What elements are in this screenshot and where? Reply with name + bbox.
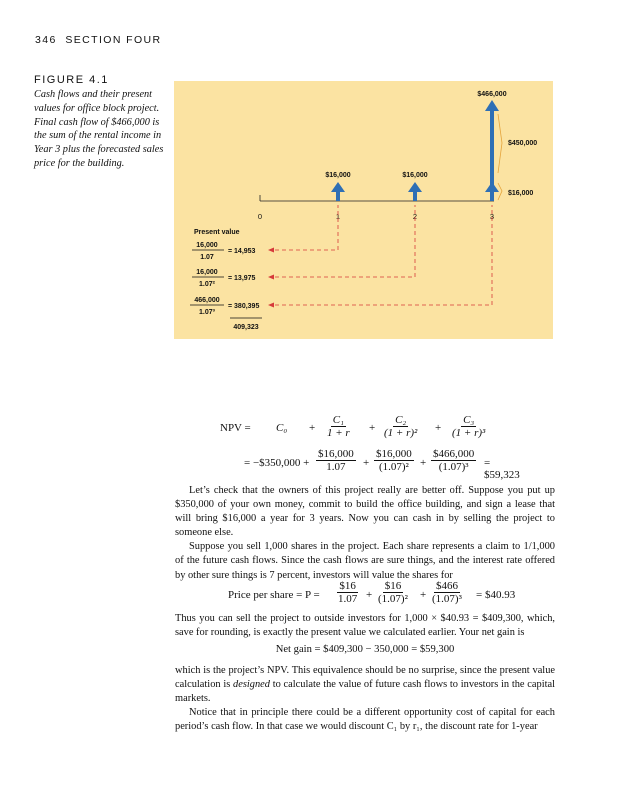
npv-equation-line-2: [208, 446, 528, 481]
pv-row-2-result: = 13,975: [228, 275, 256, 282]
section-title: SECTION FOUR: [65, 34, 162, 46]
paragraph-3-block: [175, 612, 555, 640]
paragraph-5: Notice that in principle there could be a different opportunity cost of capital for each period’s cash flow. In that case we would discount C₁ by r₁, the discount rate for 1-year: [175, 707, 555, 733]
paragraph-2: Suppose you sell 1,000 shares in the project. Each share represents a claim to 1/1,000 of the future cash flows. Since the cash flows are sure things, and the interest rate offered by other sure things is 7 percent, investors will value the shares for: [175, 541, 555, 581]
cash-flow-diagram: [174, 81, 553, 339]
npv-value-term-2-denominator: (1.07)²: [378, 461, 409, 473]
flow-label-year-2: $16,000: [402, 172, 428, 179]
cash-flow-figure: [174, 81, 553, 339]
npv-plus-2: +: [369, 422, 376, 434]
npv-eq-lead: = −$350,000 +: [244, 457, 310, 469]
paragraph-4-start: which is the project’s NPV. This equivalence should be no surprise, since the present value calculation is: [175, 665, 555, 691]
npv-plus-1: +: [309, 422, 316, 434]
npv-term-2: [382, 414, 419, 439]
price-term-2-numerator: $16: [384, 580, 402, 592]
present-value-title: Present value: [194, 229, 240, 236]
pv-row-1-dashed-line: [275, 205, 341, 250]
npv-result: = $59,323: [484, 457, 520, 481]
pv-row-3-denominator: 1.07³: [199, 309, 215, 316]
flow-label-year-3-sale: $450,000: [508, 140, 538, 147]
flow-label-year-3-rent: $16,000: [508, 190, 534, 197]
price-plus-2: +: [420, 589, 427, 601]
npv-term-2-numerator: C₂: [395, 414, 407, 426]
paragraph-4-emphasis: designed: [233, 679, 270, 691]
pv-row-1-result: = 14,953: [228, 248, 256, 255]
pv-row-3-dashed-line: [275, 205, 495, 305]
arrow-year-3-rent: [485, 182, 499, 192]
pv-row-2-denominator: 1.07²: [199, 281, 215, 288]
npv-value-term-3: [431, 448, 476, 473]
figure-label: FIGURE 4.1: [34, 74, 109, 86]
year-label-2: 2: [412, 212, 418, 221]
arrow-year-1: [331, 182, 345, 201]
flow-label-year-1: $16,000: [325, 172, 351, 179]
arrow-year-2: [408, 182, 422, 201]
page-number: 346: [35, 34, 57, 46]
pv-row-3-numerator: 466,000: [194, 297, 220, 304]
price-term-2: [376, 580, 410, 605]
npv-value-term-2-numerator: $16,000: [376, 448, 412, 460]
npv-value-term-1: [316, 448, 356, 473]
price-term-1: [336, 580, 359, 605]
price-term-2-denominator: (1.07)²: [378, 593, 408, 605]
body-paragraphs-bottom: [175, 664, 555, 734]
year-label-3: 3: [489, 212, 495, 221]
price-term-3: [430, 580, 464, 605]
net-gain-equation: Net gain = $409,300 − 350,000 = $59,300: [275, 644, 455, 655]
year-label-0: 0: [257, 212, 263, 221]
npv-term-3-denominator: (1 + r)³: [452, 427, 486, 439]
price-term-3-denominator: (1.07)³: [432, 593, 462, 605]
pv-row-1-arrowhead: [268, 248, 274, 253]
pv-row-2-numerator: 16,000: [196, 269, 218, 276]
npv-term-2-denominator: (1 + r)²: [384, 427, 418, 439]
pv-row-2-dashed-line: [275, 205, 418, 277]
figure-caption: Cash flows and their present values for office block project. Final cash flow of $466,000 is the sum of the rental income in Year 3 plus the forecasted sales price for the building.: [34, 89, 164, 169]
npv-term-3-numerator: C₃: [463, 414, 475, 426]
pv-row-2-arrowhead: [268, 275, 274, 280]
npv-term-1: [325, 414, 352, 439]
price-term-1-denominator: 1.07: [338, 593, 358, 605]
pv-total: 409,323: [233, 324, 259, 331]
paragraph-3: Thus you can sell the project to outside investors for 1,000 × $40.93 = $409,300, which, save for rounding, is exactly the present value we calculated earlier. Your net gain is: [175, 613, 555, 639]
npv-term-1-numerator: C₁: [332, 414, 344, 426]
price-result: = $40.93: [476, 589, 516, 601]
paragraph-4-end: to calculate the value of future cash flows to investors in the capital markets.: [175, 679, 555, 705]
body-paragraphs-top: [175, 484, 555, 583]
price-term-3-numerator: $466: [435, 580, 458, 592]
sale-bracket: [498, 114, 502, 173]
flow-label-year-3-total: $466,000: [477, 91, 507, 98]
npv-value-term-2: [374, 448, 414, 473]
year-label-1: 1: [335, 212, 341, 221]
price-equation: [228, 580, 528, 610]
npv-equation-line-1: [208, 414, 508, 444]
npv-value-term-1-numerator: $16,000: [318, 448, 354, 460]
npv-plus-3: +: [435, 422, 442, 434]
pv-row-1-numerator: 16,000: [196, 242, 218, 249]
npv-term-3: [450, 414, 487, 439]
npv-label: NPV =: [220, 422, 251, 434]
npv-value-plus-2: +: [420, 457, 427, 469]
pv-row-3-arrowhead: [268, 303, 274, 308]
price-term-1-numerator: $16: [339, 580, 356, 592]
price-plus-1: +: [366, 589, 373, 601]
npv-value-term-3-denominator: (1.07)³: [438, 461, 469, 473]
npv-value-term-1-denominator: 1.07: [326, 461, 346, 473]
pv-row-3-result: = 380,395: [228, 303, 260, 310]
npv-c0: C₀: [276, 422, 288, 434]
paragraph-4: [175, 664, 555, 706]
pv-row-1-denominator: 1.07: [200, 254, 214, 261]
price-label: Price per share = P =: [228, 589, 320, 601]
npv-value-plus-1: +: [363, 457, 370, 469]
npv-term-1-denominator: 1 + r: [327, 427, 350, 439]
page-header: [35, 34, 162, 46]
paragraph-1: Let’s check that the owners of this project really are better off. Suppose you put up $350,000 of your own money, commit to build the office building, and sign a lease that will bring $16,000 a year for 3 years. Now you can cash in by selling the project to someone else.: [175, 485, 555, 539]
npv-value-term-3-numerator: $466,000: [433, 448, 475, 460]
